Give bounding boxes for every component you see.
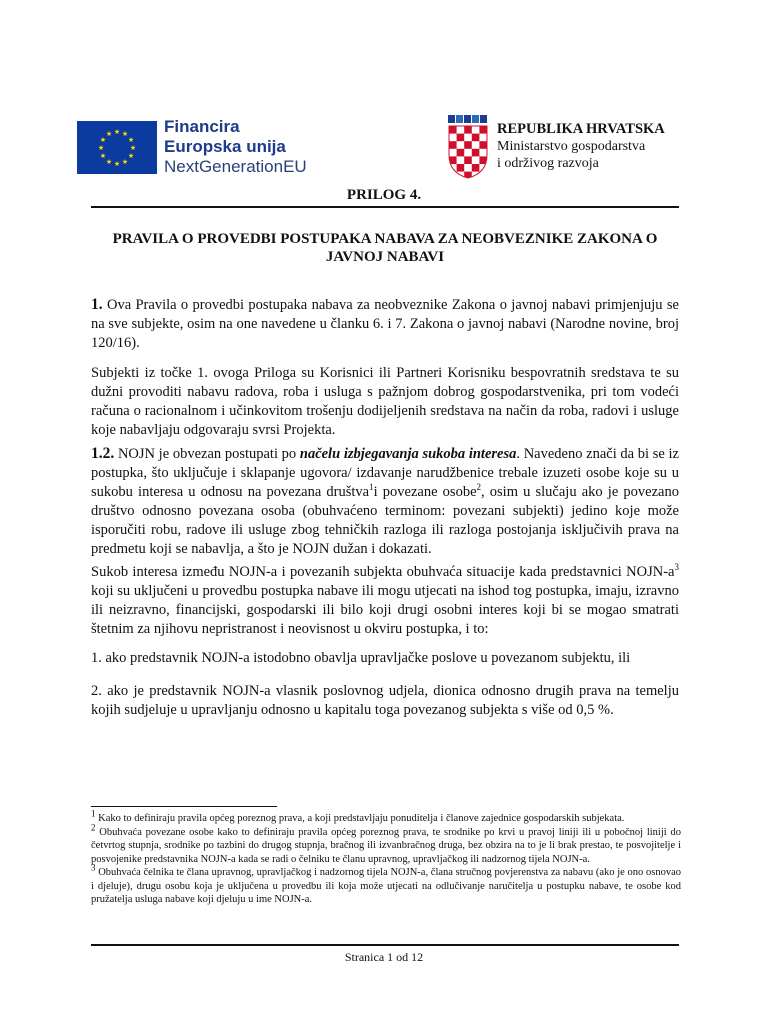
- footnote-3-number: 3: [91, 862, 96, 873]
- paragraph-2-text: Subjekti iz točke 1. ovoga Priloga su Korisnici ili Partneri Korisniku bespovratnih sredstava te su dužni provoditi nabavu radova, roba i usluga s pažnjom dobrog gospodarstvenika, pri tom vodeći računa o racionalnom i učinkovitom trošenju dodijeljenih sredstava na način da roba, radovi i usluge koje nabavljaju odgovaraju svrsi Projekta.: [91, 365, 679, 438]
- svg-text:★: ★: [121, 130, 129, 138]
- svg-text:★: ★: [105, 130, 113, 138]
- svg-text:★: ★: [97, 144, 105, 152]
- paragraph-1-number: 1.: [91, 296, 103, 313]
- footnotes: [91, 808, 681, 907]
- footnote-2: [91, 822, 681, 867]
- eu-flag-logo: [77, 121, 157, 174]
- svg-text:★: ★: [105, 158, 113, 166]
- footnote-separator: [91, 806, 277, 807]
- list-item-1-text: 1. ako predstavnik NOJN-a istodobno obavlja upravljačke poslove u povezanom subjektu, ili: [91, 650, 631, 666]
- paragraph-1-2-text-c: i povezane osobe: [373, 484, 477, 500]
- footer-rule: [91, 944, 679, 946]
- paragraph-1-2-number: 1.2.: [91, 445, 115, 462]
- footnote-2-number: 2: [91, 822, 96, 832]
- footnote-1-text: Kako to definiraju pravila općeg poreznog prava, a koji predstavljaju ponuditelja i članove zajednice gospodarskih subjekata.: [95, 813, 625, 824]
- page-number: Stranica 1 od 12: [344, 950, 424, 964]
- conflict-of-interest-emphasis: načelu izbjegavanja sukoba interesa: [299, 446, 517, 462]
- footnote-3-text: Obuhvaća čelnika te člana upravnog, upravljačkog i nadzornog tijela NOJN-a, člana stručnog povjerenstva za nabavu (ako je ono osnovao i djeluje), drugu osobu koja je uključena u provedbu ili koja može utjecati na odlučivanje naručitelja u postupku nabave, te osobe kod pružatelja usluga nabave koji djeluju u ime NOJN-a.: [91, 867, 681, 905]
- eu-line-3: NextGenerationEU: [164, 157, 307, 176]
- svg-text:★: ★: [113, 128, 121, 136]
- document-title: PRAVILA O PROVEDBI POSTUPAKA NABAVA ZA NEOBVEZNIKE ZAKONA O JAVNOJ NABAVI: [112, 231, 658, 265]
- svg-text:★: ★: [113, 160, 121, 168]
- eu-funding-text: [164, 117, 307, 177]
- list-item-1: [91, 649, 679, 668]
- prilog-heading: PRILOG 4.: [346, 187, 422, 203]
- croatian-coat-of-arms-logo: [446, 115, 490, 179]
- footnote-3: [91, 862, 681, 907]
- svg-text:★: ★: [129, 144, 137, 152]
- footnote-ref-2[interactable]: 2: [476, 482, 481, 493]
- paragraph-1-2-text-b: . Navedeno znači da bi se iz postupka, što uključuje i sklapanje ugovora/ izdavanje narudžbenice trebale izuzeti osobe koje su u sukobu interesa u odnosu na povezana društva: [91, 446, 679, 500]
- header-rule: [91, 206, 679, 208]
- list-item-2-text: 2. ako je predstavnik NOJN-a vlasnik poslovnog udjela, dionica odnosno drugih prava na temelju kojih sudjeluje u upravljanju odnosno u kapitalu toga povezanog subjekta s više od 0,5 %.: [91, 683, 679, 718]
- hr-line-2: Ministarstvo gospodarstva: [497, 139, 646, 154]
- footnote-1-number: 1: [91, 808, 96, 819]
- paragraph-1-2-text-d: , osim u slučaju ako je povezano društvo odnosno povezana osoba (obuhvaćeno terminom: povezani subjekti) jedino koje može isporučiti robu, radove ili usluge zbog tehničkih razloga ili razloga postojanja isključivih prava na predmetu koji se nabavlja, a što je NOJN dužan i dokazati.: [91, 484, 679, 557]
- ministry-text: [497, 121, 665, 172]
- footnote-2-text: Obuhvaća povezane osobe kako to definiraju pravila općeg poreznog prava, te srodnike po krvi u pravoj liniji ili u pobočnoj liniji do četvrtog stupnja, srodnike po tazbini do drugog stupnja, bračnog ili izvanbračnog druga, bez obzira na to je li brak prestao, te posvojitelje i posvojenike predstavnika NOJN-a kada se radi o čelniku te članu upravnog, upravljačkog ili nadzornog tijela NOJN-a.: [91, 826, 681, 865]
- eu-line-2: Europska unija: [164, 137, 286, 156]
- paragraph-1: [91, 295, 679, 353]
- svg-text:★: ★: [127, 136, 135, 144]
- svg-text:★: ★: [99, 136, 107, 144]
- svg-text:★: ★: [121, 158, 129, 166]
- paragraph-1-2-text-a: NOJN je obvezan postupati po: [114, 446, 300, 462]
- footnote-ref-1[interactable]: 1: [369, 482, 374, 493]
- svg-text:★: ★: [127, 152, 135, 160]
- paragraph-conflict: [91, 563, 679, 639]
- paragraph-2: [91, 364, 679, 440]
- footnote-ref-3[interactable]: 3: [674, 562, 679, 573]
- eu-line-1: Financira: [164, 117, 240, 136]
- svg-text:★: ★: [99, 152, 107, 160]
- paragraph-conflict-text-a: Sukob interesa između NOJN-a i povezanih subjekta obuhvaća situacije kada predstavnici NOJN-a: [91, 564, 675, 580]
- paragraph-1-2: [91, 444, 679, 559]
- hr-line-1: REPUBLIKA HRVATSKA: [497, 121, 665, 137]
- paragraph-1-text: Ova Pravila o provedbi postupaka nabava za neobveznike Zakona o javnoj nabavi primjenjuju se na sve subjekte, osim na one navedene u članku 6. i 7. Zakona o javnoj nabavi (Narodne novine, broj 120/16).: [91, 297, 679, 351]
- paragraph-conflict-text-b: koji su uključeni u provedbu postupka nabave ili mogu utjecati na ishod tog postupka, imaju, izravno ili neizravno, financijski, gospodarski ili bilo koji drugi osobni interes koji bi se mogao smatrati štetnim za njihovu nepristranost i neovisnost u okviru postupka, i to:: [91, 583, 679, 637]
- list-item-2: [91, 682, 679, 720]
- footnote-1: [91, 808, 681, 826]
- hr-line-3: i održivog razvoja: [497, 156, 599, 171]
